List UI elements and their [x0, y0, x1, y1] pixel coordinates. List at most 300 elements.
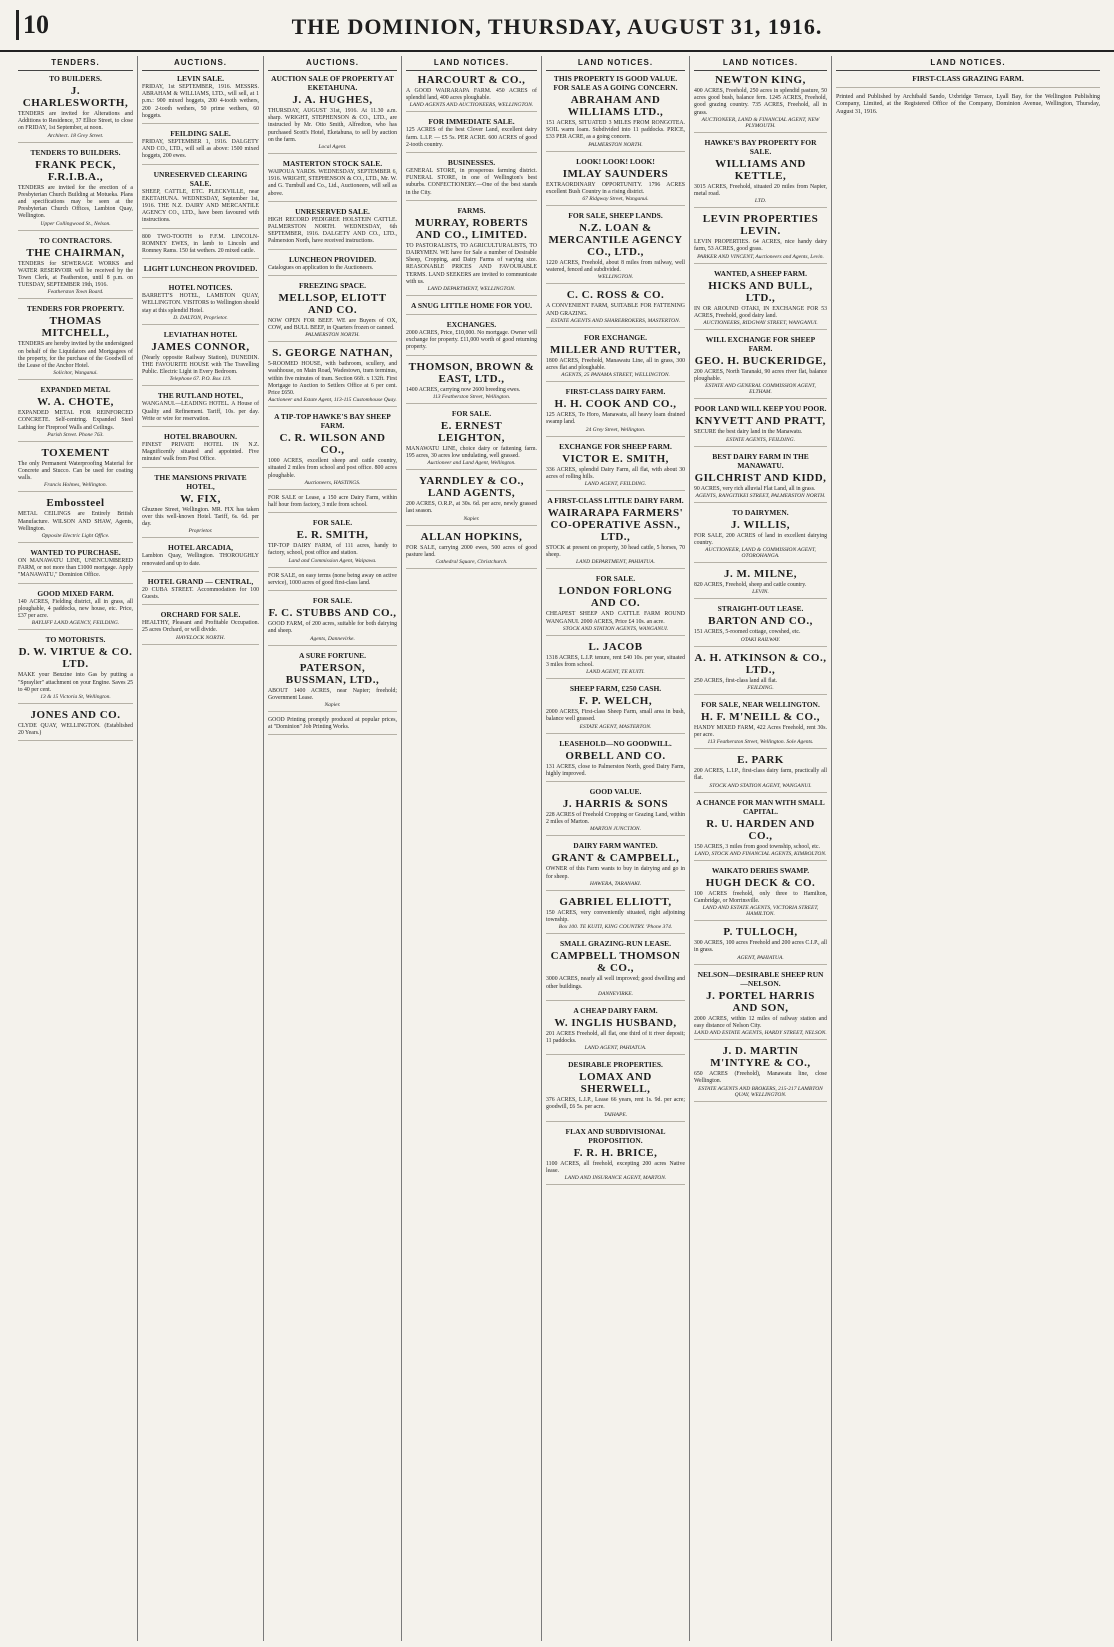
advertiser-name: BARTON AND CO., [708, 615, 813, 628]
advertisement [546, 442, 685, 491]
ad-heading: TO DAIRYMEN. [732, 507, 789, 517]
column-header: LAND NOTICES. [546, 56, 685, 71]
ad-heading: FREEZING SPACE. [299, 280, 366, 290]
advertiser-address: LAND AND ESTATE AGENTS, HARDY STREET, NELSON. [694, 1030, 827, 1037]
ad-body: A GOOD WAIRARAPA FARM. 450 ACRES of splendid land, 400 acres ploughable. [406, 88, 537, 102]
ad-body: 200 ACRES, North Taranaki, 90 acres river flat, balance ploughable. [694, 369, 827, 383]
advertisement [694, 798, 827, 861]
ad-heading: HAWKE'S BAY PROPERTY FOR SALE. [704, 137, 817, 156]
advertisement [546, 496, 685, 569]
ad-body: ABOUT 1400 ACRES, near Napier; freehold; Government Lease. [268, 687, 397, 701]
ad-body: WANGANUI.—LEADING HOTEL. A House of Quality and Refinement. Tariff, 10s. per day. Write or wire for reservation. [142, 401, 259, 422]
column-3 [264, 56, 402, 1641]
ad-heading: FOR SALE. [312, 596, 353, 606]
advertisement [142, 391, 259, 427]
advertisement [142, 74, 259, 124]
ad-heading: LEVIATHAN HOTEL [163, 329, 238, 339]
ad-heading: A SURE FORTUNE. [298, 650, 367, 660]
advertisement [694, 213, 827, 263]
advertiser-name: THE CHAIRMAN, [26, 246, 125, 259]
ad-body: 376 ACRES, L.I.P., Lease 66 years, rent 1s. 9d. per acre; goodwill, £6 5s. per acre. [546, 1097, 685, 1111]
advertisement [546, 641, 685, 679]
ad-heading: GOOD MIXED FARM. [37, 588, 114, 598]
ad-body: 1000 ACRES, excellent sheep and cattle country, situated 2 miles from school and post office. 800 acres ploughable. [268, 458, 397, 479]
advertiser-address: LAND DEPARTMENT, PAHIATUA. [576, 559, 655, 566]
ad-heading: EXPANDED METAL [40, 385, 111, 395]
advertiser-name: LONDON FORLONG AND CO. [558, 585, 673, 610]
advertisement [406, 320, 537, 356]
ad-heading: WANTED TO PURCHASE. [30, 548, 121, 558]
advertiser-name: KNYVETT AND PRATT, [695, 415, 826, 428]
advertisement [694, 866, 827, 921]
advertisement [18, 385, 133, 442]
ad-heading: NELSON—DESIRABLE SHEEP RUN—NELSON. [697, 969, 824, 988]
ad-body: WAIPOUA YARDS. WEDNESDAY, SEPTEMBER 6, 1916. WRIGHT, STEPHENSON & CO., LTD., Mr. W. and G. Turnbull and Co., Ltd., Auctioneers, will sell as above. [268, 169, 397, 197]
advertiser-address: 24 Grey Street, Wellington. [585, 426, 646, 433]
column-header: TENDERS. [18, 56, 133, 71]
advertiser-address: OTAKI RAILWAY. [740, 636, 781, 643]
ad-body: METAL CEILINGS are Entirely British Manufacture. WILSON AND SHAW, Agents, Wellington. [18, 511, 133, 532]
ad-body: 20 CUBA STREET. Accommodation for 100 Guests. [142, 586, 259, 600]
ad-heading: FOR IMMEDIATE SALE. [428, 117, 515, 127]
advertiser-address: Cathedral Square, Christchurch. [435, 559, 508, 566]
advertisement [546, 896, 685, 934]
advertiser-name: THOMAS MITCHELL, [41, 315, 110, 340]
page-number: 10 [16, 10, 49, 40]
advertisement [142, 283, 259, 325]
advertisement [142, 577, 259, 605]
advertisement [694, 604, 827, 646]
advertisement [18, 497, 133, 543]
advertisement [18, 304, 133, 380]
ad-body: IN OR AROUND OTAKI, IN EXCHANGE FOR 53 ACRES, Freehold, good dairy land. [694, 305, 827, 319]
advertiser-address: DANNEVIRKE. [598, 990, 633, 997]
ad-heading: WILL EXCHANGE FOR SHEEP FARM. [705, 335, 816, 354]
advertiser-address: BAYLIFF LAND AGENCY, FEILDING. [31, 620, 120, 627]
ad-heading: SMALL GRAZING-RUN LEASE. [559, 939, 672, 949]
advertiser-name: Embossteel [46, 497, 105, 510]
ad-heading: FLAX AND SUBDIVISIONAL PROPOSITION. [565, 1126, 666, 1145]
ad-heading: TO CONTRACTORS. [39, 235, 112, 245]
advertiser-name: LEVIN PROPERTIES LEVIN. [702, 213, 819, 238]
advertisement [142, 264, 259, 278]
advertiser-address: LAND AND ESTATE AGENTS, VICTORIA STREET, HAMILTON. [702, 905, 819, 918]
advertiser-name: E. PARK [737, 754, 784, 767]
advertisement [546, 739, 685, 782]
advertiser-address: Napier. [324, 701, 341, 708]
ad-body: 140 ACRES, Fielding district, all in grass, all ploughable, 4 paddocks, new house, etc. Price, £37 per acre. [18, 598, 133, 620]
ad-body: FOR SALE, 200 ACRES of land in excellent dairying country. [694, 532, 827, 547]
ad-heading: LOOK! LOOK! LOOK! [576, 156, 655, 166]
ad-heading: LEASEHOLD—NO GOODWILL. [559, 738, 672, 748]
advertisement [546, 939, 685, 1000]
advertisement [18, 148, 133, 231]
ad-heading: TENDERS TO BUILDERS. [30, 147, 121, 157]
ad-heading: FOR SALE, NEAR WELLINGTON. [701, 699, 820, 709]
advertiser-address: Agents, Dannevirke. [310, 635, 355, 642]
ad-heading: FOR SALE. [595, 574, 636, 584]
ad-body: SHEEP, CATTLE, ETC. PLECKVILLE, near EKETAHUNA. WEDNESDAY, September 1st, 1916. THE N.Z. DAIRY AND MERCANTILE AGENCY CO., LTD., have been favoured with instructions. [142, 188, 259, 224]
advertiser-name: HARCOURT & CO., [417, 74, 526, 86]
advertiser-address: STOCK AND STATION AGENT, WANGANUI. [709, 782, 812, 789]
advertiser-name: VICTOR E. SMITH, [562, 452, 669, 465]
advertisement [142, 234, 259, 260]
advertiser-name: L. JACOB [588, 640, 643, 653]
ad-heading: WAIKATO DERIES SWAMP. [711, 865, 810, 875]
advertisement [694, 1045, 827, 1101]
advertiser-name: C. C. ROSS & CO. [566, 289, 665, 302]
ad-heading: FEILDING SALE. [170, 129, 231, 139]
advertiser-address: AGENTS, 25 PANAMA STREET, WELLINGTON. [561, 372, 670, 379]
ad-heading: A SNUG LITTLE HOME FOR YOU. [411, 301, 532, 311]
ad-body: OWNER of this Farm wants to buy in dairying and go in for sheep. [546, 866, 685, 880]
advertiser-name: LOMAX AND SHERWELL, [579, 1071, 652, 1096]
ad-body: MANAWATU LINE, choice dairy or fattening farm. 195 acres, 30 acres low undulating, well grassed. [406, 445, 537, 460]
ad-body: GOOD FARM, of 200 acres, suitable for both dairying and sheep. [268, 621, 397, 635]
ad-body: 1220 ACRES, Freehold, about 8 miles from railway, well watered, fenced and subdivided. [546, 260, 685, 274]
ad-heading: HOTEL ARCADIA, [167, 543, 233, 553]
advertisement [694, 700, 827, 749]
advertisement [18, 548, 133, 584]
advertiser-name: FRANK PECK, F.R.I.B.A., [35, 158, 116, 183]
advertisement [836, 74, 1100, 88]
ad-heading: BUSINESSES. [447, 158, 496, 168]
ad-body: 5-ROOMED HOUSE, with bathroom, scullery, and washhouse, on Main Road, Wadestown, tram terminus, within five minutes of tram. Section 66ft. x 132ft. First Mortgage to Auction to Settlers Office at 6 per cent. Price £650. [268, 361, 397, 397]
advertiser-name: CAMPBELL THOMSON & CO., [550, 950, 681, 975]
advertisement [546, 333, 685, 382]
ad-body: A CONVENIENT FARM, SUITABLE FOR FATTENING AND GRAZING. [546, 303, 685, 317]
ad-heading: DAIRY FARM WANTED. [573, 841, 658, 851]
advertisement [546, 387, 685, 436]
advertiser-address: PALMERSTON NORTH. [305, 332, 360, 339]
advertiser-name: HICKS AND BULL, LTD., [708, 279, 813, 304]
advertisement [694, 452, 827, 503]
column-header: AUCTIONS. [268, 56, 397, 71]
ad-body: TIP-TOP DAIRY FARM, of 111 acres, handy to factory, school, post office and station. [268, 543, 397, 557]
ad-heading: TENDERS FOR PROPERTY. [26, 304, 125, 314]
ad-heading: TO BUILDERS. [49, 74, 102, 83]
ad-body: 2000 ACRES, within 12 miles of railway station and easy distance of Nelson City. [694, 1015, 827, 1029]
ad-body: 2000 ACRES, First-class Sheep Farm, small area in bush, balance well grassed. [546, 709, 685, 723]
advertisement [694, 404, 827, 446]
advertiser-name: TOXEMENT [41, 446, 110, 459]
advertiser-address: AGENT, PAHIATUA. [737, 954, 784, 961]
ad-heading: DESIRABLE PROPERTIES. [568, 1060, 663, 1070]
advertiser-address: ESTATE AGENTS, FEILDING. [726, 436, 795, 443]
ad-body: FRIDAY, 1st SEPTEMBER, 1916. MESSRS. ABRAHAM & WILLIAMS, LTD., will sell, at 1 p.m.: 900 mixed hoggets, 200 4-tooth wethers, 200 2-tooth wethers, 50 prime wethers, 60 hoggets. [142, 84, 259, 119]
advertisement [142, 473, 259, 539]
column-5 [542, 56, 690, 1641]
advertisement [142, 432, 259, 468]
ad-heading: A TIP-TOP HAWKE'S BAY SHEEP FARM. [274, 412, 391, 431]
column-header: LAND NOTICES. [694, 56, 827, 71]
advertiser-name: IMLAY SAUNDERS [562, 167, 669, 180]
advertisement [268, 159, 397, 202]
advertiser-name: YARNDLEY & CO., LAND AGENTS, [418, 475, 525, 500]
advertiser-address: ESTATE AND GENERAL COMMISSION AGENT, ELTHAM. [705, 383, 816, 396]
advertiser-name: GABRIEL ELLIOTT, [559, 895, 672, 908]
ad-heading: UNRESERVED CLEARING SALE. [153, 169, 248, 188]
advertisement [18, 447, 133, 493]
ad-body: 131 ACRES, close to Palmerston North, good Dairy Farm, highly improved. [546, 763, 685, 777]
advertiser-address: LAND AGENT, PAHIATUA. [584, 1045, 647, 1052]
ad-heading: WANTED, A SHEEP FARM. [714, 268, 807, 278]
ad-heading: UNRESERVED SALE. [295, 206, 370, 216]
ad-heading: GOOD VALUE. [589, 787, 642, 797]
ad-body: CHEAPEST SHEEP AND CATTLE FARM ROUND WANGANUI. 2000 ACRES, Price £4 10s. an acre. [546, 611, 685, 625]
advertiser-name: W. INGLIS HUSBAND, [554, 1016, 677, 1029]
advertiser-address: AUCTIONEER, LAND & FINANCIAL AGENT, NEW PLYMOUTH. [701, 116, 820, 129]
advertiser-address: Proprietor. [188, 528, 213, 535]
advertiser-address: WELLINGTON. [597, 274, 634, 281]
advertisement [546, 1006, 685, 1055]
ad-heading: A CHANCE FOR MAN WITH SMALL CAPITAL. [696, 797, 825, 816]
advertiser-address: Box 100. TE KUITI, KING COUNTRY. 'Phone 374. [558, 924, 673, 931]
advertiser-name: ABRAHAM AND WILLIAMS LTD., [567, 94, 664, 118]
ad-body: 1318 ACRES, L.I.P. tenure, rent £40 10s. per year, situated 3 miles from school. [546, 654, 685, 669]
column-1 [14, 56, 138, 1641]
ad-body: NOW OPEN FOR BEEF. WE are Buyers of OX, COW, and BULL BEEF, in Quarters frozen or canned. [268, 317, 397, 332]
advertiser-name: J. M. MILNE, [724, 568, 797, 581]
advertisement [694, 754, 827, 792]
column-header: AUCTIONS. [142, 56, 259, 71]
ad-body: GENERAL STORE, in prosperous farming district. FUNERAL STORE, in one of Wellington's best suburbs. CONFECTIONERY.—One of the best stands in the City. [406, 168, 537, 196]
advertiser-address: Featherston Town Board. [47, 289, 104, 296]
ad-heading: FOR SALE, SHEEP LANDS. [568, 211, 663, 221]
ad-body: TO PASTORALISTS, TO AGRICULTURALISTS, TO DAIRYMEN. WE have for Sale a number of Desirable Sheep, Cropping, and Dairy Farms of varying size. REASONABLE PRICES AND FAVOURABLE TERMS. LAND SEEKERS are invited to communicate with us. [406, 242, 537, 285]
ad-heading: EXCHANGES. [446, 320, 497, 330]
ad-body: FRIDAY, SEPTEMBER 1, 1916. DALGETY AND CO., LTD., will sell as above: 1500 mixed hoggets, 200 ewes. [142, 139, 259, 160]
advertiser-address: Parish Street. Phone 763. [47, 431, 104, 438]
ad-body: 100 ACRES freehold, only three to Hamilton, Cambridge, or Morrinsville. [694, 890, 827, 905]
ad-body: TENDERS are hereby invited by the undersigned on behalf of the Liquidators and Mortgagees of the property, for the purchase of the Goodwill of the Lease of the Anchor Hotel. [18, 341, 133, 370]
column-header: LAND NOTICES. [406, 56, 537, 71]
advertiser-name: JONES AND CO. [30, 708, 121, 721]
advertiser-name: H. F. M'NEILL & CO., [701, 710, 820, 723]
advertiser-name: WILLIAMS AND KETTLE, [715, 157, 806, 182]
advertiser-name: NEWTON KING, [715, 74, 806, 86]
ad-body: THURSDAY, AUGUST 31st, 1916. At 11.30 a.m. sharp. WRIGHT, STEPHENSON & CO., LTD., are instructed by Mr. Otto Smith, Alfredton, who has purchased Scott's Hotel, Eketahuna, to sell by auction on the farm. [268, 108, 397, 143]
advertisement [546, 684, 685, 733]
ad-heading: A FIRST-CLASS LITTLE DAIRY FARM. [547, 496, 684, 506]
advertiser-name: D. W. VIRTUE & CO. LTD. [18, 646, 133, 671]
ad-heading: SHEEP FARM, £250 CASH. [569, 684, 662, 694]
advertiser-address: PARKER AND VINCENT, Auctioneers and Agents, Levin. [697, 253, 824, 260]
advertisement [546, 211, 685, 284]
advertisement [406, 361, 537, 404]
ad-heading: FOR SALE. [451, 408, 492, 418]
advertiser-address: AUCTIONEERS, RIDGWAY STREET, WANGANUI. [703, 320, 818, 327]
ad-heading: A CHEAP DAIRY FARM. [573, 1005, 658, 1015]
ad-body: CLYDE QUAY, WELLINGTON. (Established 20 Years.) [18, 722, 133, 737]
advertiser-address: ESTATE AGENTS AND BROKERS, 215-217 LAMBTON QUAY, WELLINGTON. [698, 1085, 823, 1098]
advertiser-name: F. P. WELCH, [578, 695, 653, 708]
advertiser-name: GEO. H. BUCKERIDGE, [694, 355, 827, 368]
advertiser-name: E. R. SMITH, [296, 529, 369, 542]
advertisement [406, 206, 537, 296]
advertiser-address: Upper Collingwood St., Nelson. [40, 220, 111, 227]
ad-heading: LIGHT LUNCHEON PROVIDED. [143, 264, 258, 274]
advertisement [546, 1127, 685, 1185]
masthead [0, 0, 1114, 52]
ad-body: LEVIN PROPERTIES. 64 ACRES, nice handy dairy farm, 53 ACRES, good grass. [694, 239, 827, 253]
ad-body: EXPANDED METAL FOR REINFORCED CONCRETE. Self-centring. Expanded Steel Lathing for Fireproof Walls and Ceilings. [18, 410, 133, 431]
advertisement [268, 717, 397, 735]
ad-heading: LUNCHEON PROVIDED. [288, 254, 377, 264]
ad-body: FOR SALE, carrying 2000 ewes, 500 acres of good pasture land. [406, 544, 537, 558]
advertiser-address: ESTATE AGENT, MASTERTON. [579, 723, 652, 730]
ad-heading: ORCHARD FOR SALE. [160, 610, 241, 620]
advertiser-address: Architect. 18 Grey Street. [47, 132, 104, 139]
ad-heading: AUCTION SALE OF PROPERTY AT EKETAHUNA. [271, 74, 394, 92]
advertiser-address: AGENTS, RANGITIKEI STREET, PALMERSTON NORTH. [695, 492, 826, 499]
ad-body: 200 ACRES, L.I.P., first-class dairy farm, practically all flat. [694, 768, 827, 782]
ad-body: SECURE the best dairy land in the Manawatu. [694, 429, 803, 436]
advertiser-name: F. C. STUBBS AND CO., [268, 607, 397, 620]
advertisement [546, 841, 685, 890]
ad-body: TENDERS are invited for the erection of a Presbyterian Church Building at Motueka. Plans and specifications may be seen at the Presbyterian Church Offices, Lambton Quay, Wellington. [18, 184, 133, 220]
ad-body: EXTRAORDINARY OPPORTUNITY. 1796 ACRES excellent Bush Country in a rising district. [546, 181, 685, 195]
advertisement [546, 1060, 685, 1121]
ad-heading: THE MANSIONS PRIVATE HOTEL, [154, 472, 247, 491]
ad-body: 3000 ACRES, nearly all well improved; good dwelling and other buildings. [546, 976, 685, 990]
advertisement [406, 531, 537, 569]
advertiser-name: HUGH DECK & CO. [705, 876, 816, 889]
columns [14, 56, 1104, 1641]
advertisement [546, 157, 685, 206]
advertisement [268, 495, 397, 513]
advertisement [18, 635, 133, 704]
ad-heading: FOR EXCHANGE. [584, 332, 647, 342]
advertisement [406, 475, 537, 525]
ad-body: 800 TWO-TOOTH to F.F.M. LINCOLN-ROMNEY EWES, in lamb to Lincoln and Romney Rams. 150 fat wethers. 20 mixed cattle. [142, 233, 259, 255]
ad-body: STOCK at present on property, 30 head cattle, 5 horses, 70 sheep. [546, 545, 685, 559]
advertiser-address: ESTATE AGENTS AND SHAREBROKERS, MASTERTON. [550, 317, 681, 324]
column-6 [690, 56, 832, 1641]
advertiser-name: J. D. MARTIN M'INTYRE & CO., [710, 1045, 811, 1070]
ad-body: 201 ACRES Freehold, all flat, one third of it river deposit; 11 paddocks. [546, 1030, 685, 1044]
ad-heading: MASTERTON STOCK SALE. [282, 159, 383, 169]
ad-heading: HOTEL BRABOURN. [164, 432, 237, 442]
advertisement [406, 117, 537, 153]
advertiser-address: AUCTIONEER, LAND & COMMISSION AGENT, OTOROHANGA. [705, 547, 816, 560]
advertisement [268, 573, 397, 591]
advertiser-address: LEVIN. [752, 589, 769, 596]
advertiser-address: Napier. [463, 515, 480, 522]
advertiser-address: LAND AGENTS AND AUCTIONEERS, WELLINGTON. [409, 102, 534, 109]
advertiser-address: Solicitor, Wanganui. [53, 370, 98, 377]
ad-body: 400 ACRES, Freehold, 250 acres in splendid pasture, 50 acres good bush, balance fern. 1245 ACRES, Freehold, good grazing country. 735 ACRES, Freehold, all in grass. [694, 88, 827, 116]
advertisement [142, 543, 259, 571]
advertiser-address: 67 Ridgway Street, Wanganui. [582, 196, 649, 203]
advertiser-address: Land and Commission Agent, Waipawa. [288, 557, 377, 564]
advertiser-name: E. ERNEST LEIGHTON, [438, 419, 505, 444]
ad-body: Ghuznee Street, Wellington. MR. FIX has taken over this well-known Hotel. Tariff, 6s. 6d. per day. [142, 506, 259, 528]
ad-body: 3015 ACRES, Freehold, situated 20 miles from Napier, metal road. [694, 183, 827, 198]
ad-body: HIGH RECORD PEDIGREE HOLSTEIN CATTLE. PALMERSTON NORTH. WEDNESDAY, 6th SEPTEMBER, 1916. DALGETY AND CO., LTD., Palmerston North, have received instructions. [268, 216, 397, 245]
ad-body: HANDY MIXED FARM, 422 Acres Freehold, rent 30s. per acre. [694, 724, 827, 739]
advertisement [694, 970, 827, 1040]
advertisement [406, 158, 537, 201]
advertiser-name: C. R. WILSON AND CO., [279, 432, 386, 457]
ad-body: 1100 ACRES, all freehold, excepting 200 acres Native lease. [546, 1160, 685, 1174]
advertisement [268, 207, 397, 250]
ad-heading: BEST DAIRY FARM IN THE MANAWATU. [712, 451, 809, 470]
ad-body: 228 ACRES of Freehold Cropping or Grazing Land, within 2 miles of Marton. [546, 812, 685, 826]
ad-body: 150 ACRES, 3 miles from good township, school, etc. [694, 843, 820, 850]
advertiser-address: MARTON JUNCTION. [590, 826, 641, 833]
ad-body: 1400 ACRES, carrying now 2600 breeding ewes. [406, 386, 521, 393]
ad-body: Catalogues on application to the Auctioneers. [268, 264, 374, 271]
column-header: LAND NOTICES. [836, 56, 1100, 71]
advertisement [268, 412, 397, 490]
ad-body: Lambton Quay, Wellington. THOROUGHLY renovated and up to date. [142, 553, 259, 567]
ad-body: 151 ACRES, SITUATED 3 MILES FROM RONGOTEA. SOIL warm loam. Subdivided into 11 paddocks. PRICE, £33 PER ACRE, as a going concern. [546, 120, 685, 141]
advertiser-name: J. A. HUGHES, [292, 94, 373, 106]
advertiser-address: Auctioneers, HASTINGS. [304, 479, 361, 486]
advertisement [268, 347, 397, 407]
advertiser-address: LAND, STOCK AND FINANCIAL AGENTS, KIMBOLTON. [694, 850, 827, 857]
advertiser-address: LAND AND INSURANCE AGENT, MARTON. [564, 1174, 667, 1181]
advertiser-address: Opposite Electric Light Office. [41, 533, 110, 540]
ad-heading: STRAIGHT-OUT LEASE. [717, 604, 804, 614]
ad-heading: THE RUTLAND HOTEL, [157, 391, 244, 401]
advertiser-name: ORBELL AND CO. [565, 749, 666, 762]
advertisement [18, 589, 133, 631]
advertiser-name: JAMES CONNOR, [151, 340, 250, 353]
advertisement [694, 568, 827, 599]
advertisement [546, 289, 685, 327]
advertiser-address: HAWERA, TARANAKI. [589, 880, 642, 887]
ad-body: 336 ACRES, splendid Dairy Farm, all flat, with about 30 acres of rolling hills. [546, 466, 685, 480]
advertisement [694, 926, 827, 964]
advertiser-name: J. HARRIS & SONS [562, 798, 669, 811]
column-2 [138, 56, 264, 1641]
advertiser-address: LAND AGENT, TE KUITI. [586, 669, 645, 676]
advertiser-name: W. A. CHOTE, [37, 396, 114, 409]
advertiser-address: Local Agent. [318, 144, 347, 151]
advertisement [406, 301, 537, 315]
advertiser-name: MILLER AND RUTTER, [550, 343, 681, 356]
advertiser-name: J. WILLIS, [731, 518, 790, 531]
advertiser-address: Telephone 67. P.O. Box 119. [169, 376, 232, 383]
ad-heading: HOTEL GRAND — CENTRAL, [147, 576, 254, 586]
ad-heading: POOR LAND WILL KEEP YOU POOR. [694, 404, 827, 414]
advertiser-name: H. H. COOK AND CO., [554, 398, 677, 411]
ad-body: 2000 ACRES, Price, £10,000. No mortgage. Owner will exchange for property. £11,000 worth of good returning property. [406, 330, 537, 351]
advertiser-name: A. H. ATKINSON & CO., LTD., [694, 651, 827, 676]
advertiser-name: P. TULLOCH, [723, 926, 798, 939]
advertiser-address: Auctioneer and Estate Agent, 113-115 Customhouse Quay. [268, 397, 397, 404]
column-4 [402, 56, 542, 1641]
ad-heading: FARMS. [457, 205, 486, 215]
advertiser-address: STOCK AND STATION AGENTS, WANGANUI. [562, 625, 669, 632]
advertiser-name: MELLSOP, ELIOTT AND CO. [278, 291, 387, 316]
advertisement [18, 709, 133, 741]
advertisement [268, 255, 397, 276]
ad-body: HEALTHY, Pleasant and Profitable Occupation. 25 acres Orchard, or will divide. [142, 620, 259, 634]
advertisement [694, 652, 827, 695]
ad-body: TENDERS are invited for Alterations and Additions to Residence, 37 Ellice Street, to close on FRIDAY, 1st September, at noon. [18, 111, 133, 132]
ad-heading: TO MOTORISTS. [45, 635, 106, 645]
advertiser-name: J. CHARLESWORTH, [22, 85, 129, 109]
ad-body: (Nearly opposite Railway Station), DUNEDIN. THE FAVOURITE HOUSE with The Travelling Public. Electric Light in Every Bedroom. [142, 354, 259, 376]
ad-body: 1800 ACRES, Freehold, Manawatu Line, all in grass, 300 acres flat and ploughable. [546, 357, 685, 372]
advertiser-name: THOMSON, BROWN & EAST, LTD., [408, 360, 535, 385]
column-7 [832, 56, 1104, 1641]
advertiser-address: Auctioneer and Land Agent, Wellington. [427, 460, 516, 467]
advertiser-name: N.Z. LOAN & MERCANTILE AGENCY CO., LTD., [548, 222, 683, 259]
